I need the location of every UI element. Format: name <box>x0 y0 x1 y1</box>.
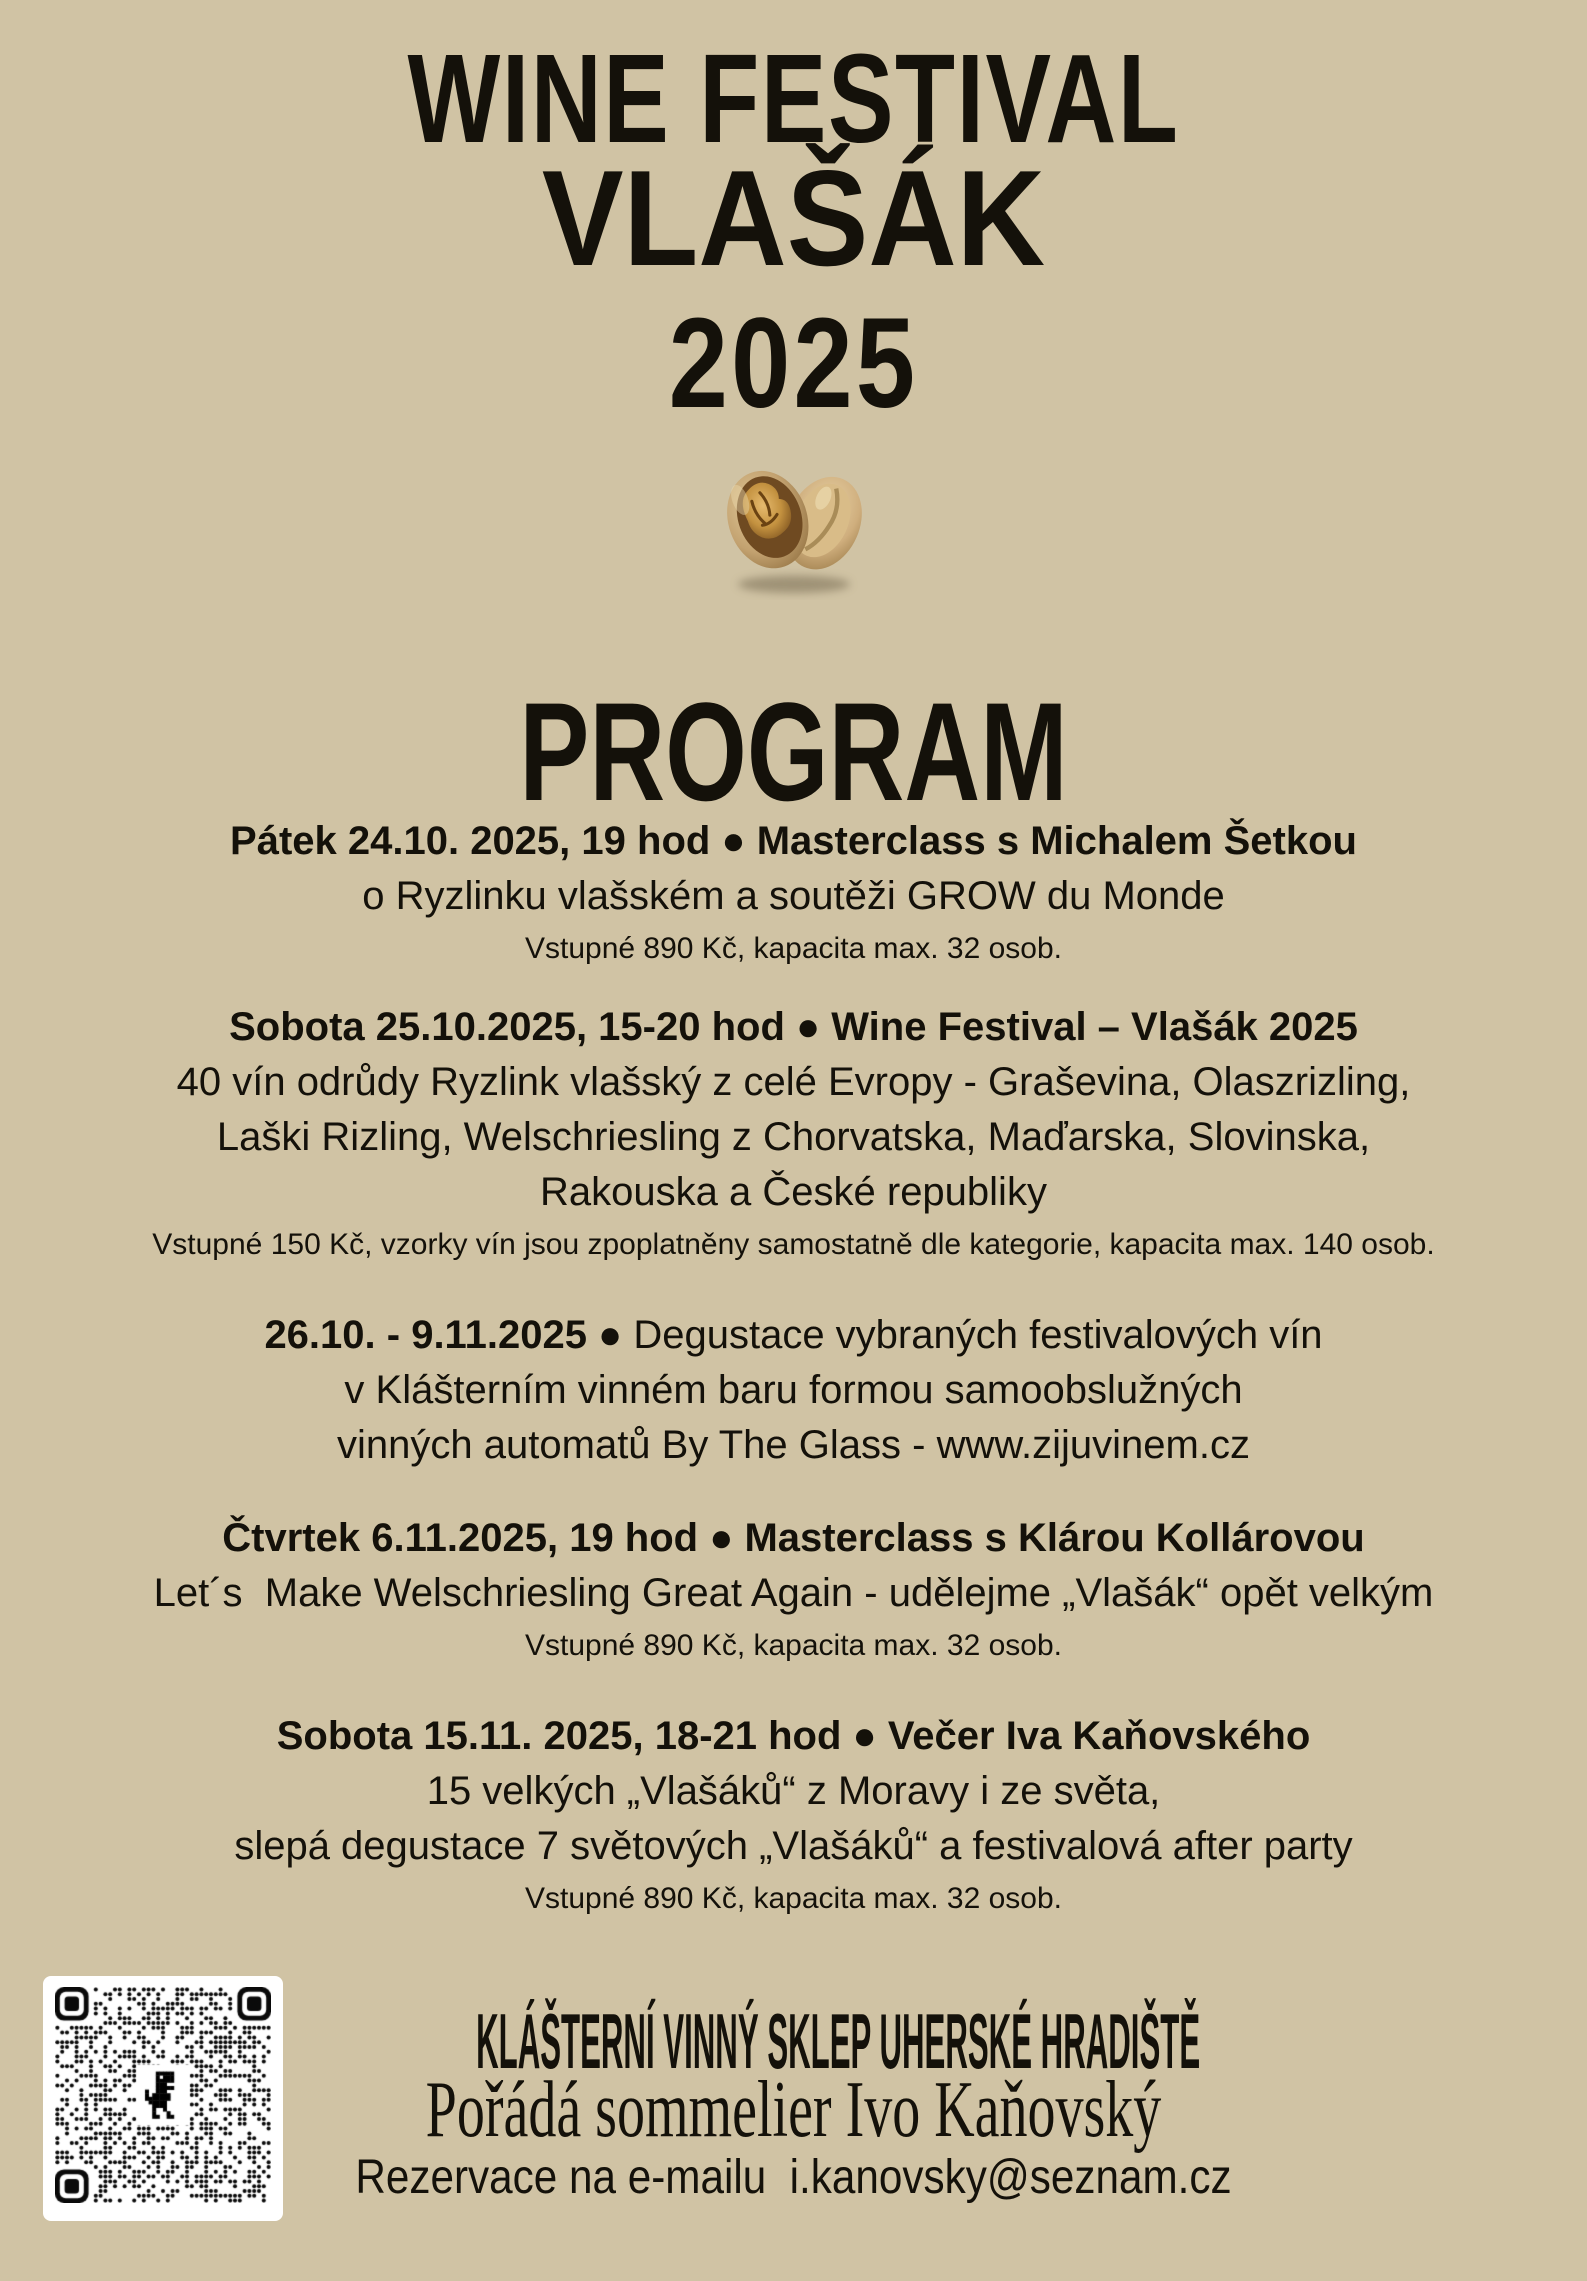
event-wine-festival-day <box>0 1000 1587 1270</box>
event-description-line: o Ryzlinku vlašském a soutěži GROW du Monde <box>362 874 1225 918</box>
event-masterclass-setka <box>0 814 1587 974</box>
event-masterclass-kollarova <box>0 1511 1587 1671</box>
event-title <box>0 1308 1587 1363</box>
event-date-range: 26.10. - 9.11.2025 ● <box>264 1313 623 1357</box>
event-degustace-by-the-glass <box>0 1308 1587 1473</box>
event-vecer-kanovskeho <box>0 1709 1587 1924</box>
event-title: Sobota 15.11. 2025, 18-21 hod ● Večer Iva Kaňovského <box>276 1714 1311 1758</box>
program-heading: PROGRAM <box>519 673 1068 830</box>
event-description-line: v Klášterním vinném baru formou samoobslužných <box>344 1368 1243 1412</box>
event-description-line: vinných automatů By The Glass - www.zijuvinem.cz <box>337 1423 1250 1467</box>
reservation-line: Rezervace na e-mailu i.kanovsky@seznam.cz <box>355 2151 1232 2204</box>
organizer-line: Pořádá sommelier Ivo Kaňovský <box>425 2066 1162 2154</box>
event-description-line: 40 vín odrůdy Ryzlink vlašský z celé Evropy - Graševina, Olaszrizling, <box>176 1060 1411 1104</box>
event-note: Vstupné 890 Kč, kapacita max. 32 osob. <box>525 932 1062 965</box>
walnut-image-wrap <box>0 434 1587 600</box>
event-note: Vstupné 890 Kč, kapacita max. 32 osob. <box>525 1882 1062 1915</box>
poster <box>0 28 1587 2281</box>
event-title: Čtvrtek 6.11.2025, 19 hod ● Masterclass s Klárou Kollárovou <box>222 1516 1365 1560</box>
event-note: Vstupné 150 Kč, vzorky vín jsou zpoplatněny samostatně dle kategorie, kapacita max. 140 osob. <box>152 1228 1435 1261</box>
walnut-shadow <box>738 576 850 593</box>
title-line-year: 2025 <box>668 292 919 435</box>
venue-line: KLÁŠTERNÍ VINNÝ SKLEP UHERSKÉ HRADIŠTĚ <box>476 1997 1201 2085</box>
walnut-icon <box>703 434 885 600</box>
event-description-line: 15 velkých „Vlašáků“ z Moravy i ze světa, <box>426 1769 1161 1813</box>
program-events <box>0 814 1587 1924</box>
event-description-line: Laški Rizling, Welschriesling z Chorvatska, Maďarska, Slovinska, <box>216 1115 1371 1159</box>
event-title-text: Degustace vybraných festivalových vín <box>622 1313 1323 1357</box>
title-line-vlasak: VLAŠÁK <box>541 142 1046 294</box>
event-note: Vstupné 890 Kč, kapacita max. 32 osob. <box>525 1629 1062 1662</box>
event-description-line: Let´s Make Welschriesling Great Again - udělejme „Vlašák“ opět velkým <box>153 1571 1434 1615</box>
event-description-line: Rakouska a České republiky <box>540 1170 1047 1214</box>
event-title: Pátek 24.10. 2025, 19 hod ● Masterclass s Michalem Šetkou <box>230 819 1357 863</box>
event-title: Sobota 25.10.2025, 15-20 hod ● Wine Festival – Vlašák 2025 <box>229 1005 1358 1049</box>
event-description-line: slepá degustace 7 světových „Vlašáků“ a festivalová after party <box>234 1824 1353 1868</box>
title-line-wine-festival: WINE FESTIVAL <box>407 28 1180 169</box>
poster-header <box>0 28 1587 600</box>
